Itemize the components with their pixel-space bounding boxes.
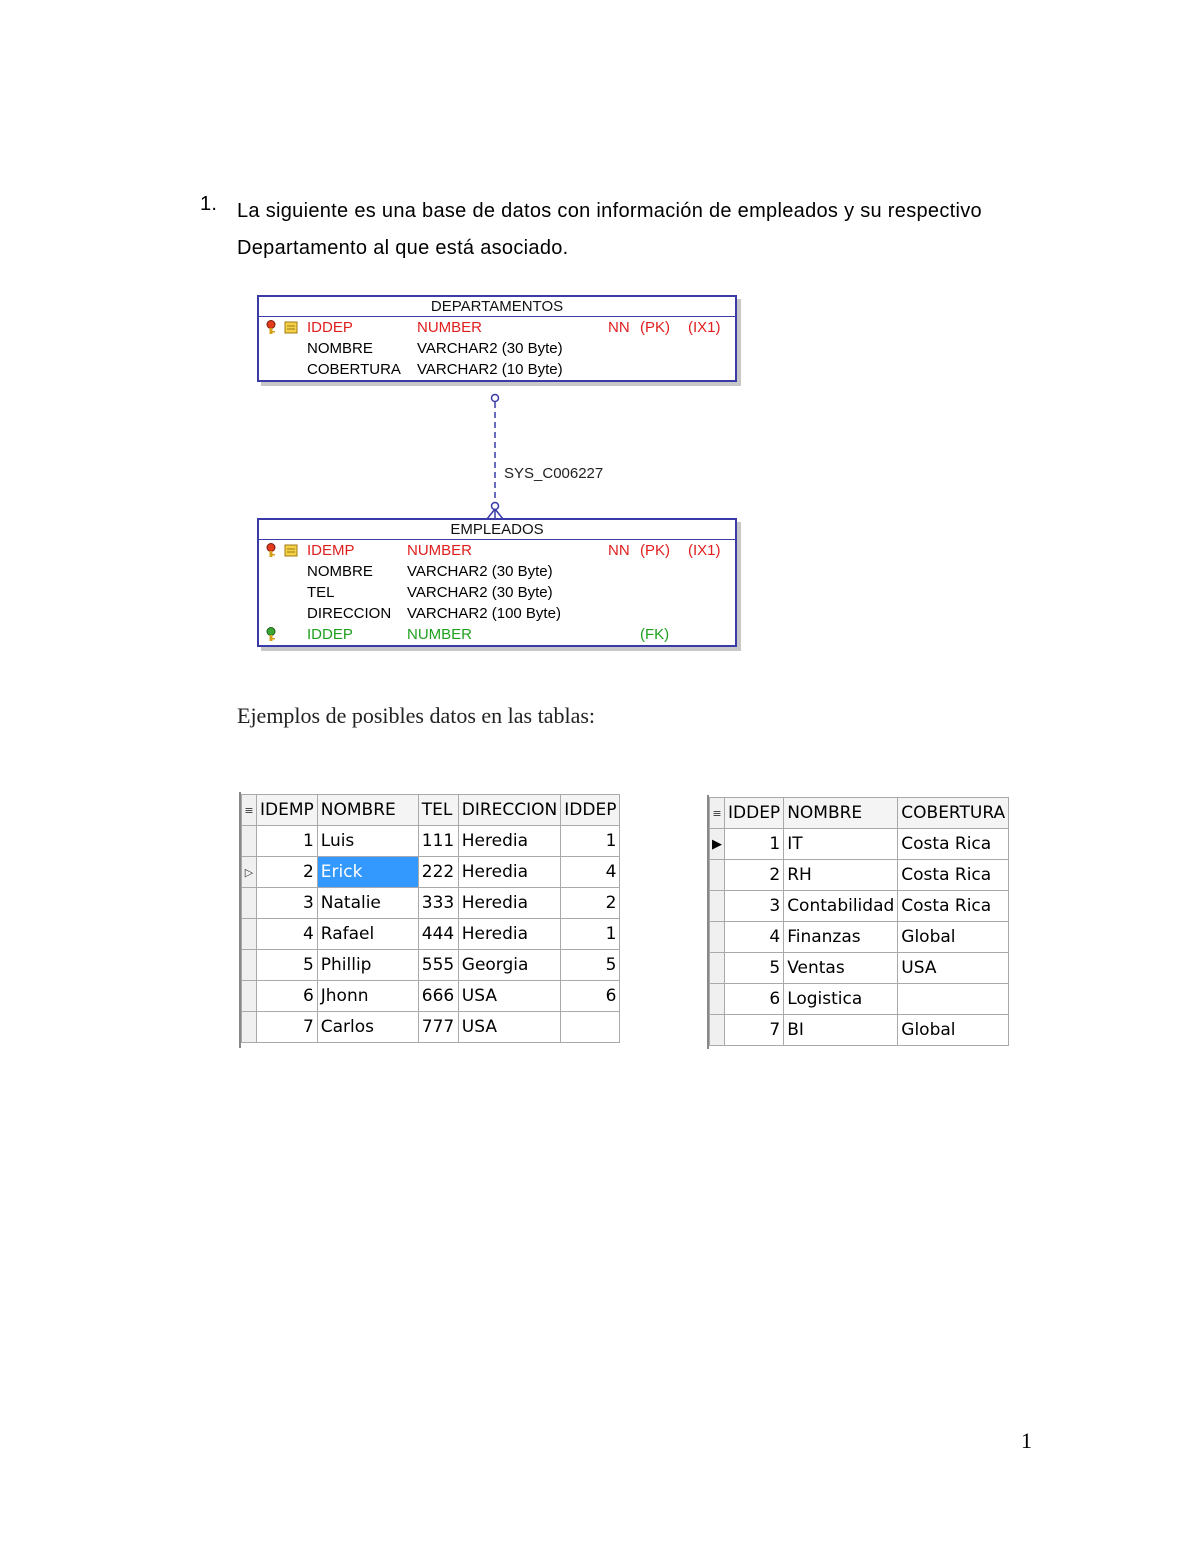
column-name: NOMBRE: [307, 563, 373, 580]
row-indicator[interactable]: [242, 919, 257, 950]
entity-row-pk: [259, 317, 735, 338]
relationship-line: [480, 388, 510, 522]
cell[interactable]: Heredia: [458, 826, 561, 857]
table-row[interactable]: [242, 1012, 620, 1043]
cell[interactable]: USA: [458, 981, 561, 1012]
cell[interactable]: USA: [458, 1012, 561, 1043]
table-row[interactable]: [242, 826, 620, 857]
pk-flag: (PK): [640, 542, 670, 559]
entity-row: [259, 582, 735, 603]
cell[interactable]: 1: [725, 829, 784, 860]
column-header[interactable]: COBERTURA: [898, 798, 1009, 829]
cell[interactable]: 4: [257, 919, 318, 950]
primary-key-icon: [264, 320, 278, 335]
cell[interactable]: [898, 984, 1009, 1015]
cell[interactable]: Georgia: [458, 950, 561, 981]
pk-flag: (PK): [640, 319, 670, 336]
column-type: VARCHAR2 (100 Byte): [407, 605, 561, 622]
cell[interactable]: [561, 1012, 620, 1043]
index-icon: [284, 543, 298, 558]
table-row[interactable]: [242, 950, 620, 981]
cell[interactable]: Finanzas: [784, 922, 898, 953]
row-indicator[interactable]: [242, 981, 257, 1012]
relationship-label: SYS_C006227: [504, 465, 604, 482]
index-icon: [284, 320, 298, 335]
cell[interactable]: 5: [257, 950, 318, 981]
question-line-2: Departamento al que está asociado.: [237, 237, 569, 259]
cell[interactable]: Heredia: [458, 888, 561, 919]
index-flag: (IX1): [688, 319, 721, 336]
table-row[interactable]: [242, 981, 620, 1012]
cell[interactable]: 5: [725, 953, 784, 984]
entity-title: DEPARTAMENTOS: [259, 297, 735, 317]
table-row[interactable]: [710, 829, 1009, 860]
column-header[interactable]: TEL: [418, 795, 458, 826]
row-indicator[interactable]: [710, 891, 725, 922]
page-number: 1: [1021, 1428, 1032, 1453]
grid-header-row: [242, 795, 620, 826]
cell[interactable]: 7: [725, 1015, 784, 1046]
column-header[interactable]: DIRECCION: [458, 795, 561, 826]
cell[interactable]: 666: [418, 981, 458, 1012]
cell[interactable]: Costa Rica: [898, 829, 1009, 860]
row-indicator[interactable]: [242, 888, 257, 919]
empleados-entity: [257, 518, 737, 647]
index-flag: (IX1): [688, 542, 721, 559]
cell[interactable]: IT: [784, 829, 898, 860]
column-header[interactable]: NOMBRE: [784, 798, 898, 829]
empleados-grid: [241, 794, 620, 1043]
row-indicator[interactable]: [710, 1015, 725, 1046]
cell[interactable]: 2: [725, 860, 784, 891]
cell[interactable]: 1: [257, 826, 318, 857]
cell[interactable]: Carlos: [317, 1012, 418, 1043]
cell[interactable]: 5: [561, 950, 620, 981]
fk-flag: (FK): [640, 626, 670, 643]
question-line-1: La siguiente es una base de datos con información de empleados y su respectivo: [237, 200, 982, 222]
table-row[interactable]: [242, 857, 620, 888]
row-indicator[interactable]: [710, 953, 725, 984]
column-type: NUMBER: [417, 319, 483, 336]
entity-row: [259, 603, 735, 624]
entity-row: [259, 561, 735, 582]
cell[interactable]: 6: [561, 981, 620, 1012]
cell[interactable]: Global: [898, 922, 1009, 953]
column-type: VARCHAR2 (30 Byte): [407, 584, 553, 601]
foreign-key-icon: [264, 627, 278, 642]
cell[interactable]: 222: [418, 857, 458, 888]
cell[interactable]: BI: [784, 1015, 898, 1046]
departamentos-entity: [257, 295, 737, 382]
table-row[interactable]: [242, 919, 620, 950]
table-row[interactable]: [242, 888, 620, 919]
not-null-flag: NN: [608, 319, 630, 336]
column-type: VARCHAR2 (10 Byte): [417, 361, 563, 378]
column-name: DIRECCION: [307, 605, 392, 622]
cell[interactable]: 3: [725, 891, 784, 922]
table-row[interactable]: [710, 984, 1009, 1015]
entity-row: [259, 359, 735, 380]
question-text: [237, 193, 1037, 267]
column-name: IDDEP: [307, 319, 353, 336]
row-indicator[interactable]: [710, 860, 725, 891]
cell[interactable]: Heredia: [458, 857, 561, 888]
not-null-flag: NN: [608, 542, 630, 559]
cell[interactable]: Rafael: [317, 919, 418, 950]
cell[interactable]: 444: [418, 919, 458, 950]
row-indicator[interactable]: [242, 1012, 257, 1043]
grid-menu-icon[interactable]: ≡: [242, 795, 257, 826]
grid-header-row: [710, 798, 1009, 829]
cell[interactable]: 6: [257, 981, 318, 1012]
cell[interactable]: 1: [561, 826, 620, 857]
cell[interactable]: Ventas: [784, 953, 898, 984]
cell[interactable]: 4: [725, 922, 784, 953]
entity-row-fk: [259, 624, 735, 645]
column-name: COBERTURA: [307, 361, 401, 378]
cell[interactable]: 3: [257, 888, 318, 919]
cell[interactable]: 7: [257, 1012, 318, 1043]
table-row[interactable]: [710, 860, 1009, 891]
current-row-arrow-icon[interactable]: ▶: [710, 829, 725, 860]
cell[interactable]: 555: [418, 950, 458, 981]
column-type: NUMBER: [407, 626, 473, 643]
cell[interactable]: Jhonn: [317, 981, 418, 1012]
cell[interactable]: Global: [898, 1015, 1009, 1046]
column-type: VARCHAR2 (30 Byte): [407, 563, 553, 580]
row-indicator[interactable]: [710, 984, 725, 1015]
table-row[interactable]: [710, 953, 1009, 984]
cell[interactable]: 2: [257, 857, 318, 888]
entity-row-pk: [259, 540, 735, 561]
table-row[interactable]: [710, 922, 1009, 953]
row-indicator[interactable]: [710, 922, 725, 953]
column-header[interactable]: IDDEP: [725, 798, 784, 829]
column-type: NUMBER: [407, 542, 473, 559]
row-indicator[interactable]: [242, 826, 257, 857]
cell[interactable]: Contabilidad: [784, 891, 898, 922]
column-name: NOMBRE: [307, 340, 373, 357]
cell[interactable]: Costa Rica: [898, 891, 1009, 922]
current-row-arrow-icon[interactable]: ▷: [242, 857, 257, 888]
cell[interactable]: 1: [561, 919, 620, 950]
cell[interactable]: Luis: [317, 826, 418, 857]
table-row[interactable]: [710, 1015, 1009, 1046]
entity-title: EMPLEADOS: [259, 520, 735, 540]
cell[interactable]: RH: [784, 860, 898, 891]
table-row[interactable]: [710, 891, 1009, 922]
cell[interactable]: 333: [418, 888, 458, 919]
column-header[interactable]: NOMBRE: [317, 795, 418, 826]
cell[interactable]: USA: [898, 953, 1009, 984]
cell[interactable]: 111: [418, 826, 458, 857]
examples-title: Ejemplos de posibles datos en las tablas:: [237, 703, 596, 728]
column-header[interactable]: IDEMP: [257, 795, 318, 826]
cell[interactable]: 6: [725, 984, 784, 1015]
entity-row: [259, 338, 735, 359]
cell[interactable]: Costa Rica: [898, 860, 1009, 891]
departamentos-grid: [709, 797, 1009, 1046]
cell[interactable]: 777: [418, 1012, 458, 1043]
question-number: 1.: [200, 193, 218, 215]
primary-key-icon: [264, 543, 278, 558]
cell[interactable]: 4: [561, 857, 620, 888]
row-indicator[interactable]: [242, 950, 257, 981]
cell[interactable]: Natalie: [317, 888, 418, 919]
column-name: TEL: [307, 584, 335, 601]
cell[interactable]: 2: [561, 888, 620, 919]
cell[interactable]: Phillip: [317, 950, 418, 981]
selected-cell[interactable]: Erick: [317, 857, 418, 888]
cell[interactable]: Logistica: [784, 984, 898, 1015]
column-name: IDEMP: [307, 542, 355, 559]
column-name: IDDEP: [307, 626, 353, 643]
column-type: VARCHAR2 (30 Byte): [417, 340, 563, 357]
cell[interactable]: Heredia: [458, 919, 561, 950]
column-header[interactable]: IDDEP: [561, 795, 620, 826]
grid-menu-icon[interactable]: ≡: [710, 798, 725, 829]
